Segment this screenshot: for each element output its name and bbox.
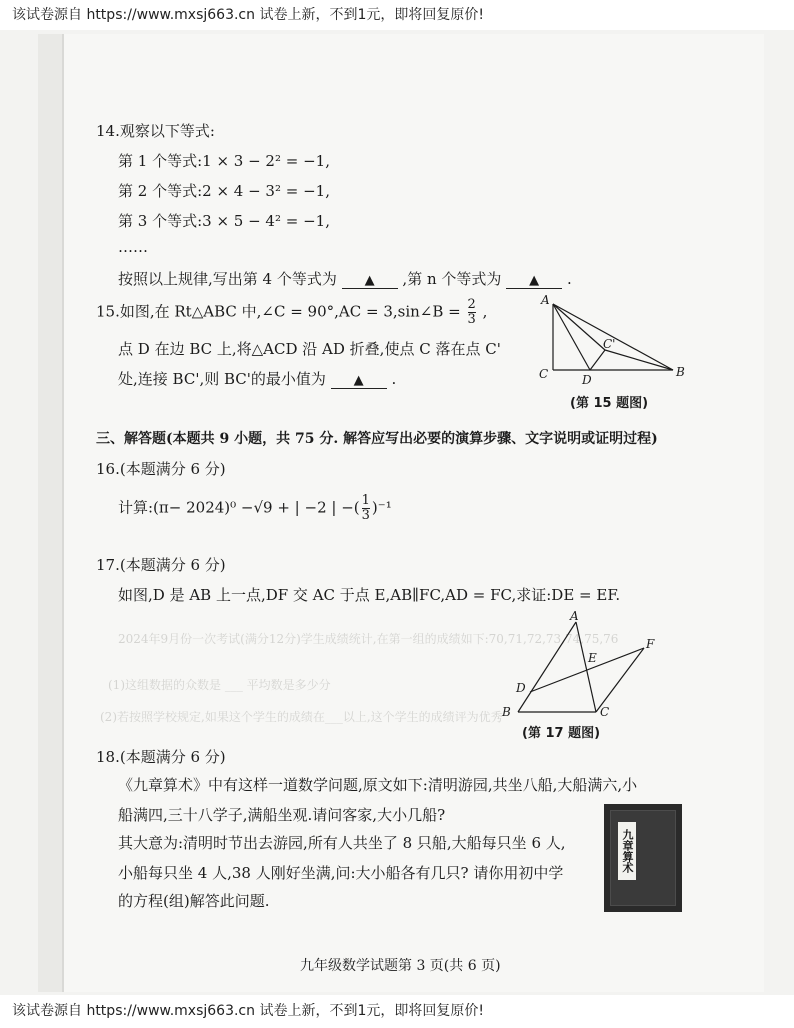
label-F: F <box>646 637 655 651</box>
segment-BC-prime <box>605 350 673 370</box>
q16-expression-text: 计算:(π− 2024)⁰ −√9 + | −2 | −( <box>118 498 360 517</box>
label-A: A <box>541 293 550 307</box>
q15-text-1: 15.如图,在 Rt△ABC 中,∠C = 90°,AC = 3,sin∠B = <box>96 302 461 321</box>
q14-answer-blank-1[interactable] <box>342 270 398 289</box>
bleed-through-text: 2024年9月份一次考试(满分12分)学生成绩统计,在第一组的成绩如下:70,71,72,73,74,75,76 <box>118 632 619 646</box>
segment-AC-prime <box>553 304 605 350</box>
q16-fraction <box>362 494 370 523</box>
q15-line-1 <box>96 298 487 327</box>
q14-ask-end: . <box>566 270 572 288</box>
label-C: C <box>600 705 610 719</box>
q15-text-3-end: . <box>391 370 397 388</box>
fraction-denominator: 3 <box>467 312 476 327</box>
q15-text-3: 处,连接 BC',则 BC'的最小值为 <box>118 370 326 388</box>
q18-line-3: 其大意为:清明时节出去游园,所有人共坐了 8 只船,大船每只坐 6 人, <box>118 834 566 852</box>
q17-title: 17.(本题满分 6 分) <box>96 556 226 574</box>
label-D: D <box>582 373 592 387</box>
q17-figure <box>498 608 668 724</box>
q16-title: 16.(本题满分 6 分) <box>96 460 226 478</box>
fraction-numerator: 1 <box>361 493 370 508</box>
book-title-label: 九章算术 <box>618 822 636 880</box>
q15-figure-caption: (第 15 题图) <box>570 396 649 411</box>
q14-ellipsis: …… <box>118 238 148 256</box>
q14-ask-part-1: 按照以上规律,写出第 4 个等式为 <box>118 270 337 288</box>
page-footer: 九年级数学试题第 3 页(共 6 页) <box>300 958 501 974</box>
q17-statement: 如图,D 是 AB 上一点,DF 交 AC 于点 E,AB∥FC,AD = FC,求证:DE = EF. <box>118 586 621 604</box>
fraction-numerator: 2 <box>467 297 476 312</box>
section-3-heading: 三、解答题(本题共 9 小题，共 75 分. 解答应写出必要的演算步骤、文字说明或证明过程) <box>96 431 658 447</box>
q14-equation-3: 第 3 个等式:3 × 5 − 4² = −1, <box>118 212 330 230</box>
blank-marker-icon: ▲ <box>353 373 364 388</box>
q14-ask-part-2: ,第 n 个等式为 <box>402 270 502 288</box>
label-B: B <box>502 705 511 719</box>
label-B: B <box>676 365 685 379</box>
book-cover-image <box>604 804 682 912</box>
q18-line-5: 的方程(组)解答此问题. <box>118 892 270 910</box>
paper-edge <box>38 34 62 992</box>
label-A: A <box>570 609 579 623</box>
segment-AB <box>518 622 576 712</box>
segment-AC <box>576 622 596 712</box>
q14-equation-2: 第 2 个等式:2 × 4 − 3² = −1, <box>118 182 330 200</box>
q16-expression <box>118 494 392 523</box>
q15-line-2: 点 D 在边 BC 上,将△ACD 沿 AD 折叠,使点 C 落在点 C' <box>118 340 501 358</box>
bleed-through-text: (1)这组数据的众数是 ___ 平均数是多少分 <box>108 678 331 692</box>
q15-fraction <box>468 298 476 327</box>
bleed-through-text: (2)若按照学校规定,如果这个学生的成绩在___以上,这个学生的成绩评为优秀 <box>100 710 503 724</box>
q16-expression-end: )⁻¹ <box>371 498 392 517</box>
q18-line-4: 小船每只坐 4 人,38 人刚好坐满,问:大小船各有几只? 请你用初中学 <box>118 864 564 882</box>
q15-text-1-end: , <box>482 302 488 321</box>
source-banner-top: 该试卷源自 https://www.mxsj663.cn 试卷上新，不到1元，即将回复原价! <box>0 0 794 30</box>
source-banner-bottom: 该试卷源自 https://www.mxsj663.cn 试卷上新，不到1元，即将回复原价! <box>0 995 794 1028</box>
q18-line-2: 船满四,三十八学子,满船坐观.请问客家,大小几船? <box>118 806 446 824</box>
q14-equation-1: 第 1 个等式:1 × 3 − 2² = −1, <box>118 152 330 170</box>
q15-answer-blank[interactable] <box>331 370 387 389</box>
label-C-prime: C' <box>603 337 616 351</box>
fraction-denominator: 3 <box>361 508 370 523</box>
q18-title: 18.(本题满分 6 分) <box>96 748 226 766</box>
q14-title: 14.观察以下等式: <box>96 122 215 140</box>
q15-line-3 <box>118 368 396 389</box>
label-E: E <box>588 651 597 665</box>
q14-question <box>118 268 572 289</box>
q15-figure <box>535 292 695 392</box>
q17-figure-caption: (第 17 题图) <box>522 726 601 741</box>
q18-line-1: 《九章算术》中有这样一道数学问题,原文如下:清明游园,共坐八船,大船满六,小 <box>118 776 638 794</box>
label-C: C <box>539 367 549 381</box>
blank-marker-icon: ▲ <box>529 273 540 288</box>
segment-DC-prime <box>590 350 605 370</box>
label-D: D <box>516 681 526 695</box>
blank-marker-icon: ▲ <box>364 273 375 288</box>
q14-answer-blank-2[interactable] <box>506 270 562 289</box>
